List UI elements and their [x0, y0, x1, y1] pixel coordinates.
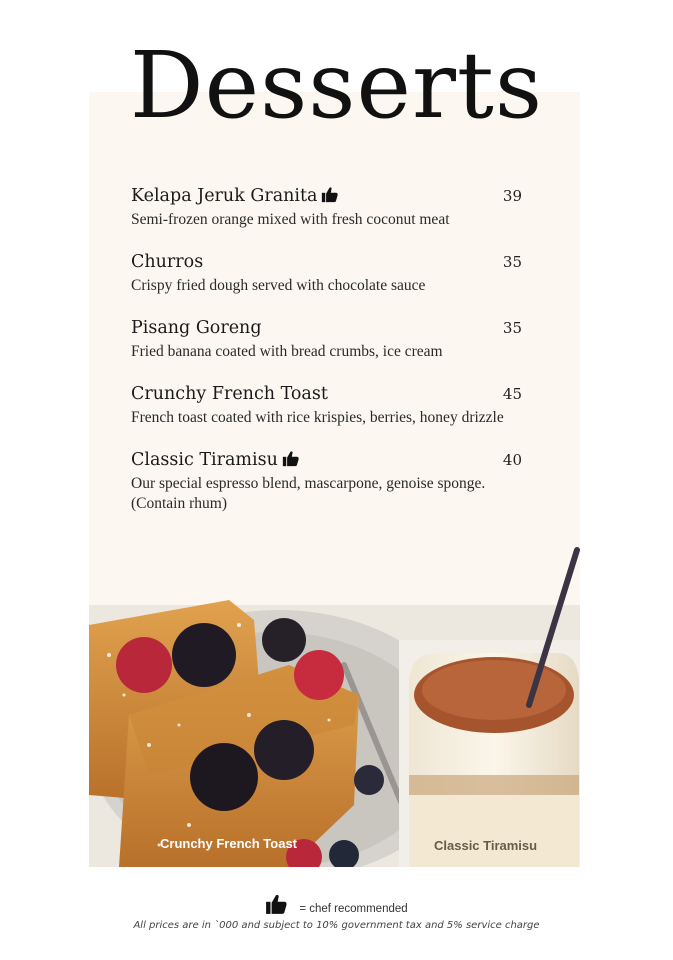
item-name: Pisang Goreng	[131, 318, 262, 338]
menu-item	[131, 380, 526, 428]
item-price: 39	[502, 187, 522, 205]
page-title: Desserts	[129, 32, 544, 139]
food-illustration	[89, 545, 580, 867]
item-description: Crispy fried dough served with chocolate sauce	[131, 277, 426, 294]
menu-item	[131, 182, 526, 230]
item-name: Classic Tiramisu	[131, 450, 278, 470]
item-description: Semi-frozen orange mixed with fresh coconut meat	[131, 211, 450, 228]
thumbs-up-icon	[265, 893, 287, 915]
item-price: 35	[502, 319, 522, 337]
item-name: Kelapa Jeruk Granita	[131, 186, 318, 206]
item-description: Fried banana coated with bread crumbs, ice cream	[131, 343, 443, 360]
price-footnote: All prices are in `000 and subject to 10% government tax and 5% service charge	[133, 920, 540, 931]
item-description: French toast coated with rice krispies, berries, honey drizzle	[131, 409, 504, 426]
item-name: Crunchy French Toast	[131, 384, 328, 404]
menu-item	[131, 314, 526, 362]
item-price: 45	[502, 385, 522, 403]
photo-caption-french-toast: Crunchy French Toast	[160, 836, 298, 851]
dessert-photo	[89, 545, 580, 867]
menu-item	[131, 446, 526, 514]
thumbs-up-icon	[282, 450, 299, 467]
photo-caption-tiramisu: Classic Tiramisu	[434, 838, 538, 853]
thumbs-up-icon	[321, 186, 338, 203]
menu-list	[131, 182, 526, 532]
item-name: Churros	[131, 252, 204, 272]
item-description: Our special espresso blend, mascarpone, genoise sponge. (Contain rhum)	[131, 475, 486, 512]
menu-item	[131, 248, 526, 296]
item-price: 35	[502, 253, 522, 271]
legend	[0, 893, 673, 915]
item-price: 40	[502, 451, 522, 469]
legend-text: = chef recommended	[299, 903, 408, 915]
